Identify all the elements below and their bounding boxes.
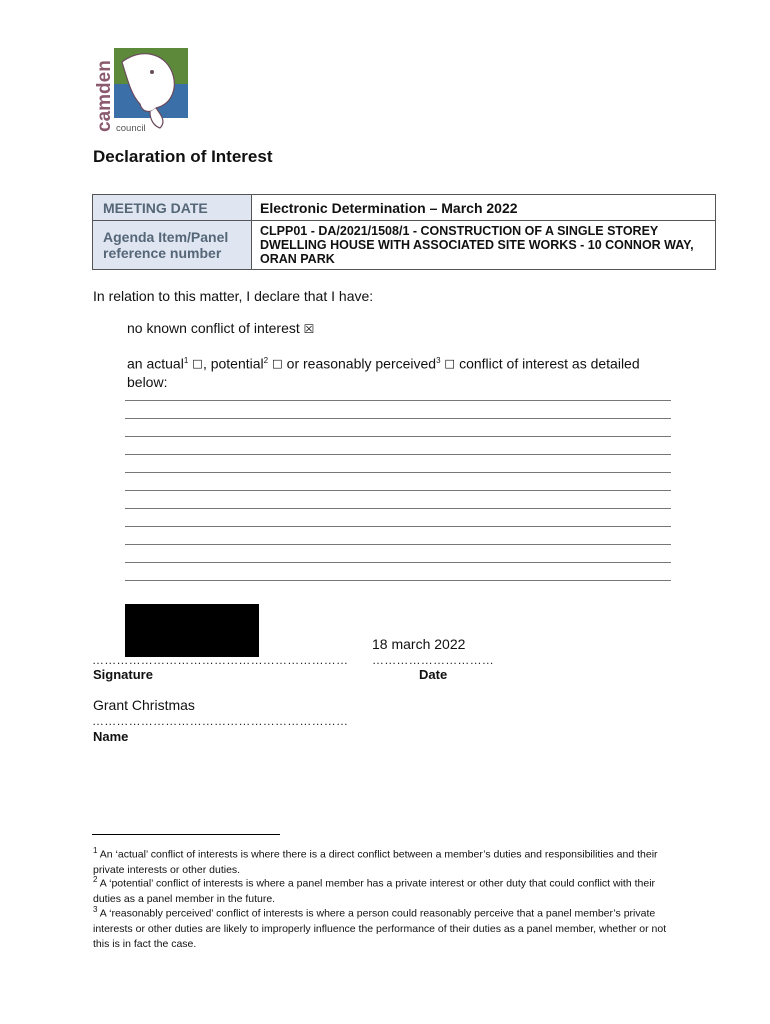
meeting-info-table xyxy=(92,194,716,270)
page-title: Declaration of Interest xyxy=(93,147,273,166)
detail-line[interactable] xyxy=(125,580,671,581)
name-dotted-line: ……………………………………………………… xyxy=(92,714,349,728)
agenda-item-value: CLPP01 - DA/2021/1508/1 - CONSTRUCTION OF A SINGLE STOREY DWELLING HOUSE WITH ASSOCIATED SITE WORKS - 10 CONNOR WAY, ORAN PARK xyxy=(252,221,716,270)
footnote-number: 2 xyxy=(93,875,98,884)
potential-checkbox[interactable]: ☐ xyxy=(272,357,283,372)
table-row xyxy=(93,195,716,221)
detail-line[interactable] xyxy=(125,472,671,473)
signature-dotted-line: ……………………………………………………… xyxy=(92,653,349,667)
detail-text: conflict of interest as detailed below: xyxy=(127,355,640,390)
no-conflict-text: no known conflict of interest xyxy=(127,320,300,336)
footnote-number: 1 xyxy=(93,846,98,855)
detail-line[interactable] xyxy=(125,544,671,545)
camden-council-logo xyxy=(92,42,192,134)
actual-checkbox[interactable]: ☐ xyxy=(192,357,203,372)
date-value: 18 march 2022 xyxy=(372,636,466,652)
footnote-text: A ‘potential’ conflict of interests is where a panel member has a private interest or other duty that could conflict with their duties as a panel member in the future. xyxy=(93,877,656,905)
meeting-date-value: Electronic Determination – March 2022 xyxy=(252,195,716,221)
redacted-signature xyxy=(125,604,259,657)
date-dotted-line: ………………………… xyxy=(372,653,494,667)
name-label: Name xyxy=(93,729,129,744)
detail-line[interactable] xyxy=(125,436,671,437)
logo-word-camden: camden xyxy=(94,60,115,132)
date-label: Date xyxy=(419,667,448,682)
footnote-text: An ‘actual’ conflict of interests is where there is a direct conflict between a member’s duties and responsibilities and their private interests or other duties. xyxy=(93,848,658,876)
conflict-option xyxy=(127,352,672,391)
logo-word-council: council xyxy=(116,123,146,134)
perceived-text: or reasonably perceived xyxy=(282,355,437,372)
potential-text: , potential xyxy=(202,355,264,372)
intro-text: In relation to this matter, I declare that I have: xyxy=(93,288,374,304)
table-row xyxy=(93,221,716,270)
no-conflict-option xyxy=(127,320,314,336)
footnote-ref-3: 3 xyxy=(436,356,441,365)
footnote-text: A ‘reasonably perceived’ conflict of interests is where a person could reasonably perceive that a panel member’s private interests or other duties are likely to improperly influence the performance of their duties as a panel member, whether or not this is in fact the case. xyxy=(93,907,667,950)
footnote-divider xyxy=(92,834,280,835)
signature-label: Signature xyxy=(93,667,153,682)
no-conflict-checkbox[interactable]: ☒ xyxy=(303,322,315,336)
name-value: Grant Christmas xyxy=(93,697,195,713)
detail-line[interactable] xyxy=(125,508,671,509)
footnote-ref-2: 2 xyxy=(263,356,269,365)
detail-line[interactable] xyxy=(125,418,671,419)
footnote-ref-1: 1 xyxy=(183,356,189,365)
meeting-date-label: MEETING DATE xyxy=(93,195,252,221)
detail-line[interactable] xyxy=(125,490,671,491)
footnote-number: 3 xyxy=(93,905,98,914)
detail-line[interactable] xyxy=(125,562,671,563)
actual-text: an actual xyxy=(127,355,184,372)
detail-line[interactable] xyxy=(125,526,671,527)
detail-line[interactable] xyxy=(125,454,671,455)
agenda-item-label: Agenda Item/Panel reference number xyxy=(93,221,252,270)
detail-line[interactable] xyxy=(125,400,671,401)
perceived-checkbox[interactable]: ☐ xyxy=(444,357,456,372)
footnote xyxy=(93,902,683,952)
